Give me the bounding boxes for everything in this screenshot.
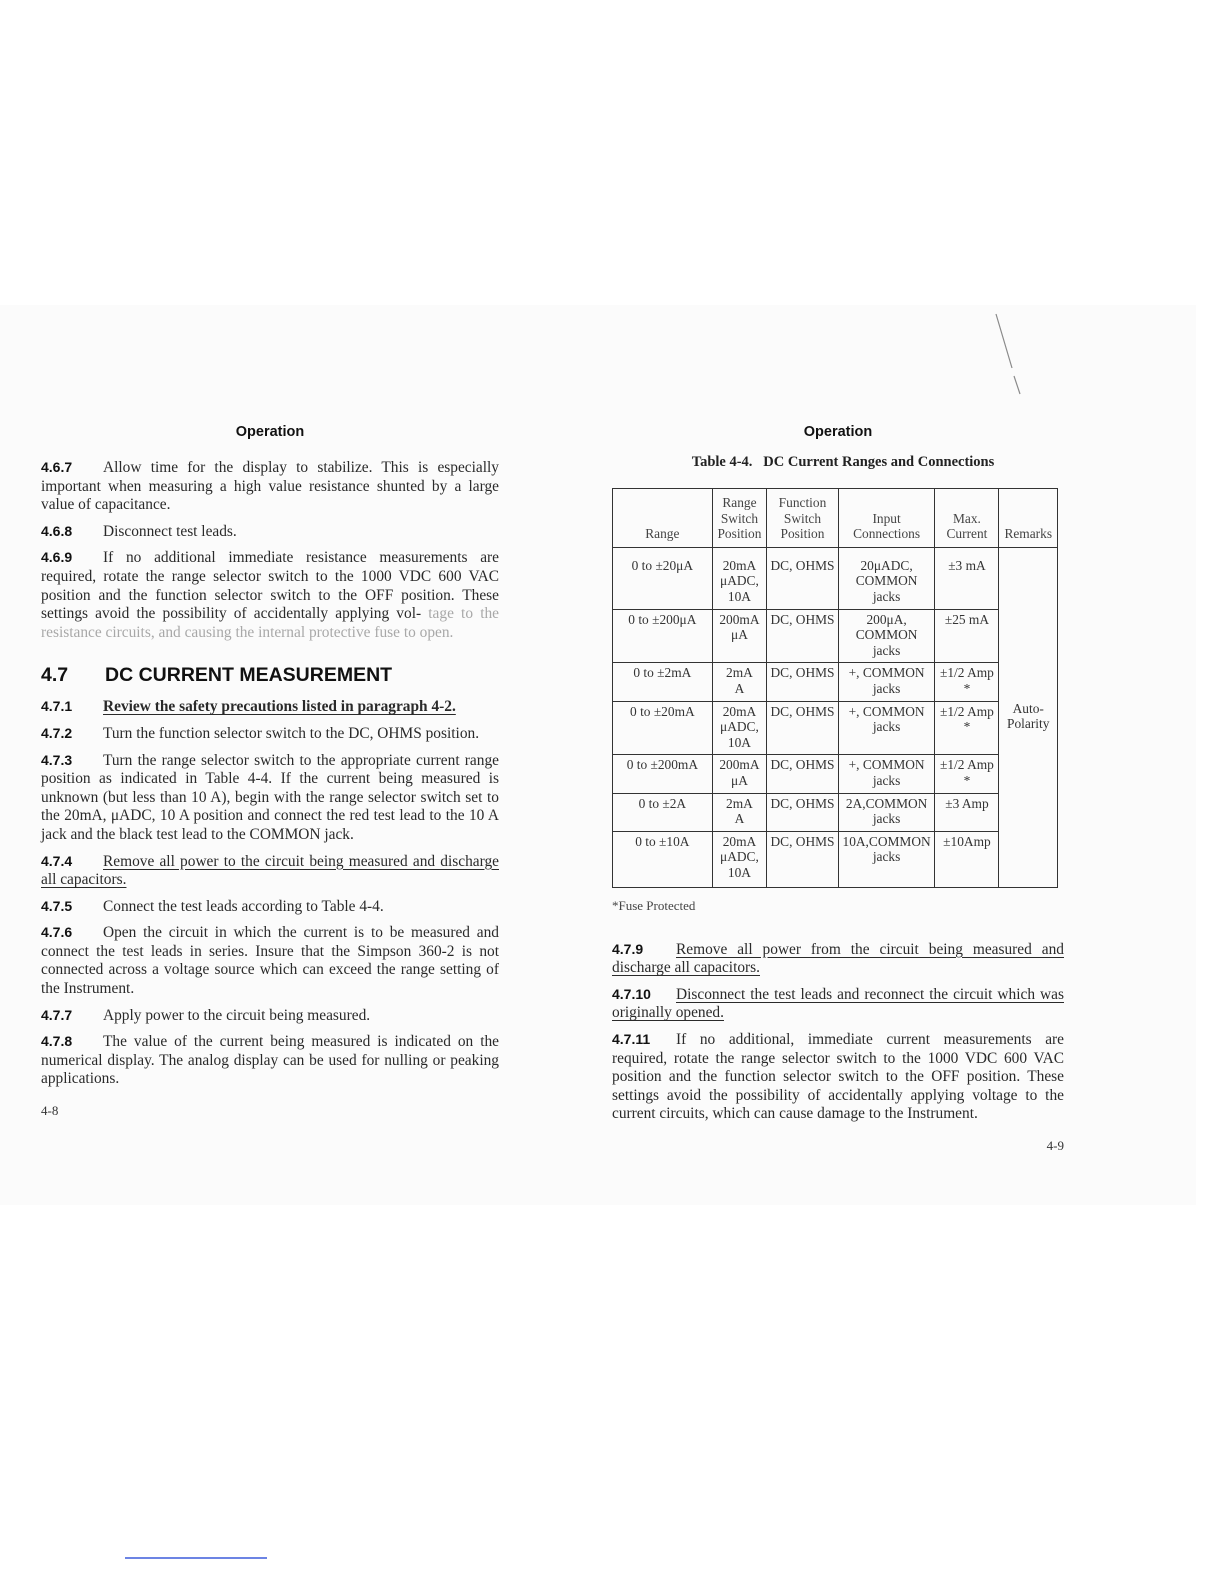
cell-input-connections: +, COMMON jacks [838, 755, 935, 793]
cell-input-connections: 2A,COMMON jacks [838, 793, 935, 831]
cell-max-current: ±25 mA [935, 609, 999, 663]
cell-input-connections: +, COMMON jacks [838, 663, 935, 701]
paragraph-number: 4.7.1 [41, 698, 73, 715]
paragraph-4-7-8 [41, 1032, 499, 1089]
paragraph-4-7-9 [612, 940, 1064, 978]
paragraph-number: 4.7.5 [41, 897, 73, 914]
table-row [613, 701, 1058, 755]
paragraph-number: 4.7.8 [41, 1033, 73, 1050]
cell-max-current: ±3 Amp [935, 793, 999, 831]
column-header-range: Range [613, 489, 713, 548]
paragraph-text: Allow time for the display to stabilize. This is especially important when measuring a high value resistance shunted by a large value of capacitance. [41, 459, 499, 514]
cell-function-switch: DC, OHMS [767, 831, 839, 887]
table-row [613, 831, 1058, 887]
paragraph-text: Disconnect the test leads and reconnect the circuit which was originally opened. [612, 985, 1064, 1022]
paragraph-text-faded: tage to the resistance circuits, and causing the internal protective fuse to open. [41, 605, 499, 641]
paragraph-4-7-1 [41, 697, 499, 717]
cell-range: 0 to ±200μA [613, 609, 713, 663]
cell-function-switch: DC, OHMS [767, 609, 839, 663]
bottom-rule-artifact [125, 1555, 270, 1561]
running-head-left: Operation [235, 424, 305, 440]
cell-range: 0 to ±20μA [613, 547, 713, 609]
paragraph-text: The value of the current being measured is indicated on the numerical display. The analog display can be used for nulling or peaking applications. [41, 1033, 499, 1088]
cell-function-switch: DC, OHMS [767, 547, 839, 609]
cell-function-switch: DC, OHMS [767, 663, 839, 701]
paragraph-text: Turn the range selector switch to the appropriate current range position as indicated in Table 4-4. If the current being measured is unknown (but less than 10 A), begin with the range selector switch set to the 20mA, μADC, 10 A position and connect the red test lead to the 10 A jack and the black test lead to the COMMON jack. [41, 751, 499, 843]
dc-current-table [612, 488, 1058, 888]
paragraph-4-7-11 [612, 1030, 1064, 1124]
paragraph-number: 4.7.3 [41, 751, 73, 768]
scan-mark-artifact [990, 310, 1030, 400]
cell-range-switch: 200mA μA [712, 609, 766, 663]
paragraph-number: 4.6.9 [41, 549, 73, 566]
cell-range: 0 to ±20mA [613, 701, 713, 755]
page-number-right: 4-9 [1046, 1138, 1064, 1154]
cell-range-switch: 2mA A [712, 663, 766, 701]
paragraph-number: 4.7.7 [41, 1006, 73, 1023]
paragraph-4-6-9 [41, 548, 499, 642]
cell-range: 0 to ±200mA [613, 755, 713, 793]
paragraph-number: 4.7.11 [612, 1031, 651, 1048]
paragraph-4-7-5 [41, 897, 499, 917]
cell-input-connections: 200μA, COMMON jacks [838, 609, 935, 663]
paragraph-text: Open the circuit in which the current is to be measured and connect the test leads in series. Insure that the Simpson 360-2 is not connected across a voltage source which can exceed the range setting of the Instrument. [41, 924, 499, 998]
cell-max-current: ±1/2 Amp * [935, 663, 999, 701]
paragraph-4-7-6 [41, 923, 499, 998]
cell-range: 0 to ±10A [613, 831, 713, 887]
section-number: 4.7 [41, 664, 69, 687]
paragraph-text: Apply power to the circuit being measured. [103, 1006, 371, 1024]
paragraph-4-6-7 [41, 458, 499, 515]
paragraph-4-7-7 [41, 1006, 499, 1026]
paragraph-text: Disconnect test leads. [103, 522, 237, 540]
cell-max-current: ±1/2 Amp * [935, 701, 999, 755]
section-title: DC CURRENT MEASUREMENT [105, 664, 393, 687]
table-row [613, 793, 1058, 831]
cell-range-switch: 200mA μA [712, 755, 766, 793]
right-page [612, 424, 1064, 1154]
paragraph-text: Connect the test leads according to Table 4-4. [103, 897, 384, 915]
cell-range: 0 to ±2A [613, 793, 713, 831]
paragraph-number: 4.7.6 [41, 924, 73, 941]
column-header-function-switch: Function Switch Position [767, 489, 839, 548]
paragraph-text: Review the safety precautions listed in paragraph 4-2. [103, 698, 456, 716]
paragraph-text: If no additional, immediate current measurements are required, rotate the range selector switch to the 1000 VDC 600 VAC position and the function selector switch to the OFF position. These settings avoid the possibility of accidentally applying voltage to the current circuits, which can cause damage to the Instrument. [612, 1031, 1064, 1123]
page-number-left: 4-8 [41, 1103, 59, 1119]
paragraph-4-7-3 [41, 751, 499, 845]
cell-max-current: ±3 mA [935, 547, 999, 609]
cell-remarks: Auto- Polarity [999, 547, 1058, 887]
paragraph-number: 4.6.7 [41, 459, 73, 475]
paragraph-4-7-10 [612, 985, 1064, 1023]
cell-range-switch: 20mA μADC, 10A [712, 547, 766, 609]
column-header-input-connections: Input Connections [838, 489, 935, 548]
table-title: Table 4-4. DC Current Ranges and Connections [691, 454, 995, 470]
table-footnote: *Fuse Protected [612, 897, 696, 913]
cell-function-switch: DC, OHMS [767, 793, 839, 831]
paragraph-text: Turn the function selector switch to the DC, OHMS position. [103, 724, 480, 742]
paragraph-number: 4.7.10 [612, 985, 651, 1002]
cell-function-switch: DC, OHMS [767, 701, 839, 755]
paragraph-text: Remove all power from the circuit being measured and discharge all capacitors. [612, 940, 1064, 977]
running-head-right: Operation [803, 424, 873, 440]
cell-input-connections: +, COMMON jacks [838, 701, 935, 755]
paragraph-number: 4.7.4 [41, 852, 73, 869]
cell-input-connections: 20μADC, COMMON jacks [838, 547, 935, 609]
paragraph-4-6-8 [41, 522, 499, 542]
left-page [41, 424, 499, 1119]
table-header-row [613, 489, 1058, 548]
cell-range-switch: 20mA μADC, 10A [712, 701, 766, 755]
cell-range-switch: 20mA μADC, 10A [712, 831, 766, 887]
table-row [613, 609, 1058, 663]
paragraph-4-7-4 [41, 852, 499, 890]
column-header-range-switch: Range Switch Position [712, 489, 766, 548]
cell-max-current: ±1/2 Amp * [935, 755, 999, 793]
table-row [613, 663, 1058, 701]
cell-range-switch: 2mA A [712, 793, 766, 831]
paragraph-number: 4.6.8 [41, 522, 73, 539]
cell-range: 0 to ±2mA [613, 663, 713, 701]
cell-input-connections: 10A,COMMON jacks [838, 831, 935, 887]
paragraph-4-7-2 [41, 724, 499, 744]
paragraph-text: Remove all power to the circuit being measured and discharge all capacitors. [41, 852, 499, 889]
cell-function-switch: DC, OHMS [767, 755, 839, 793]
paragraph-number: 4.7.9 [612, 940, 644, 957]
column-header-remarks: Remarks [999, 489, 1058, 548]
cell-max-current: ±10Amp [935, 831, 999, 887]
section-heading [41, 664, 499, 687]
paragraph-number: 4.7.2 [41, 724, 73, 741]
table-row [613, 755, 1058, 793]
paragraph-text: If no additional immediate resistance measurements are required, rotate the range selector switch to the 1000 VDC 600 VAC position and the function selector switch to the OFF position. These settings avoid the possibility of accidentally applying vol- [41, 549, 499, 623]
table-row [613, 547, 1058, 609]
column-header-max-current: Max. Current [935, 489, 999, 548]
